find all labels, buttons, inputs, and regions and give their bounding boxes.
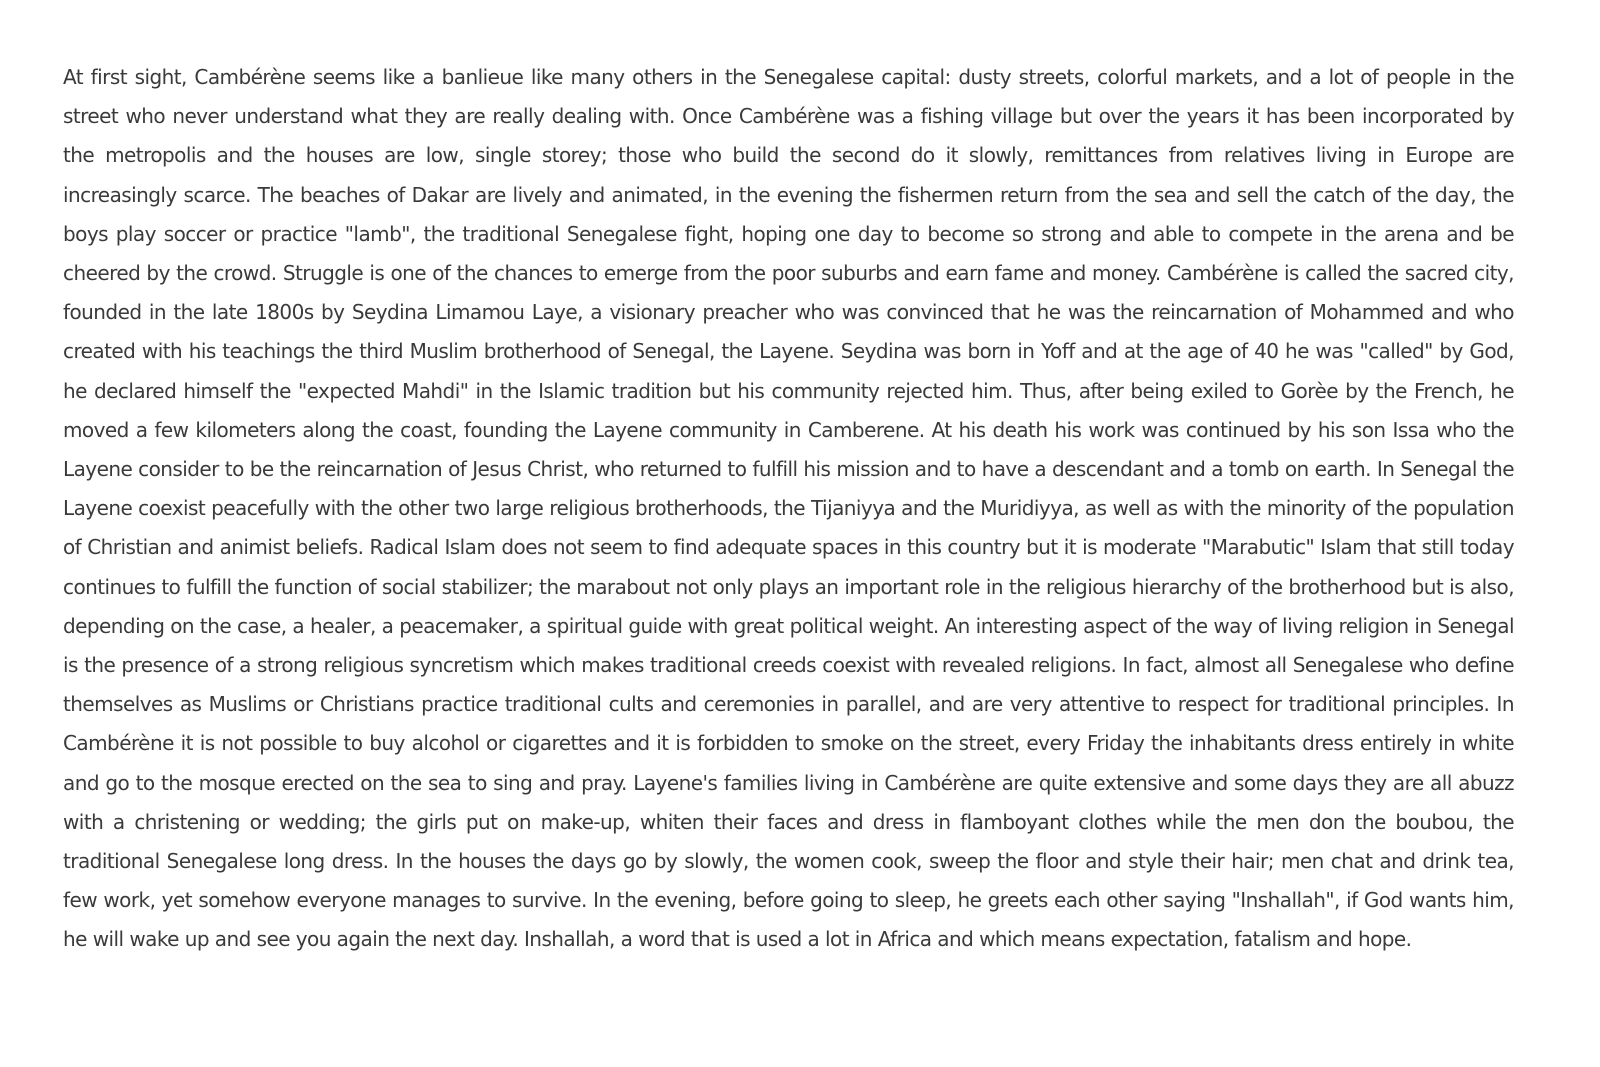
article-container bbox=[63, 58, 1514, 960]
article-paragraph: At first sight, Cambérène seems like a banlieue like many others in the Senegalese capital: dusty streets, colorful markets, and a lot of people in the street who never understand what they are really dealing with. Once Cambérène was a fishing village but over the years it has been incorporated by the metropolis and the houses are low, single storey; those who build the second do it slowly, remittances from relatives living in Europe are increasingly scarce. The beaches of Dakar are lively and animated, in the evening the fishermen return from the sea and sell the catch of the day, the boys play soccer or practice "lamb", the traditional Senegalese fight, hoping one day to become so strong and able to compete in the arena and be cheered by the crowd. Struggle is one of the chances to emerge from the poor suburbs and earn fame and money. Cambérène is called the sacred city, founded in the late 1800s by Seydina Limamou Laye, a visionary preacher who was convinced that he was the reincarnation of Mohammed and who created with his teachings the third Muslim brotherhood of Senegal, the Layene. Seydina was born in Yoff and at the age of 40 he was "called" by God, he declared himself the "expected Mahdi" in the Islamic tradition but his community rejected him. Thus, after being exiled to Gorèe by the French, he moved a few kilometers along the coast, founding the Layene community in Camberene. At his death his work was continued by his son Issa who the Layene consider to be the reincarnation of Jesus Christ, who returned to fulfill his mission and to have a descendant and a tomb on earth. In Senegal the Layene coexist peacefully with the other two large religious brotherhoods, the Tijaniyya and the Muridiyya, as well as with the minority of the population of Christian and animist beliefs. Radical Islam does not seem to find adequate spaces in this country but it is moderate "Marabutic" Islam that still today continues to fulfill the function of social stabilizer; the marabout not only plays an important role in the religious hierarchy of the brotherhood but is also, depending on the case, a healer, a peacemaker, a spiritual guide with great political weight. An interesting aspect of the way of living religion in Senegal is the presence of a strong religious syncretism which makes traditional creeds coexist with revealed religions. In fact, almost all Senegalese who define themselves as Muslims or Christians practice traditional cults and ceremonies in parallel, and are very attentive to respect for traditional principles. In Cambérène it is not possible to buy alcohol or cigarettes and it is forbidden to smoke on the street, every Friday the inhabitants dress entirely in white and go to the mosque erected on the sea to sing and pray. Layene's families living in Cambérène are quite extensive and some days they are all abuzz with a christening or wedding; the girls put on make-up, whiten their faces and dress in flamboyant clothes while the men don the boubou, the traditional Senegalese long dress. In the houses the days go by slowly, the women cook, sweep the floor and style their hair; men chat and drink tea, few work, yet somehow everyone manages to survive. In the evening, before going to sleep, he greets each other saying "Inshallah", if God wants him, he will wake up and see you again the next day. Inshallah, a word that is used a lot in Africa and which means expectation, fatalism and hope. bbox=[63, 65, 1514, 952]
